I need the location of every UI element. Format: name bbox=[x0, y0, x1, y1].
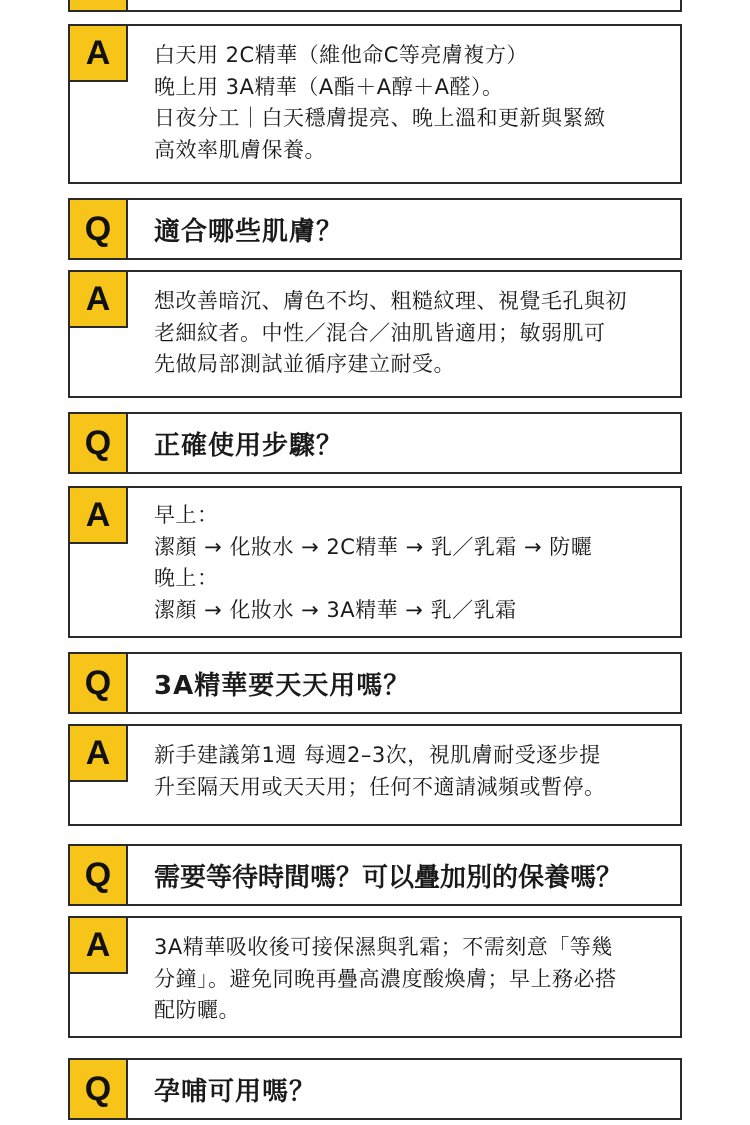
answer-line: 白天用 2C精華（維他命C等亮膚複方） bbox=[154, 43, 528, 67]
answer-text bbox=[154, 286, 666, 381]
question-text: 需要等待時間嗎？可以疊加別的保養嗎？ bbox=[154, 862, 623, 893]
question-tag: Q bbox=[68, 412, 128, 474]
previous-card-bottom bbox=[68, 0, 682, 12]
answer-line: 老細紋者。中性／混合／油肌皆適用；敏弱肌可 bbox=[154, 320, 606, 345]
answer-line: 分鐘」。避免同晚再疊高濃度酸煥膚；早上務必搭 bbox=[154, 966, 617, 991]
question-tag: Q bbox=[68, 844, 128, 906]
answer-line: 新手建議第1週 每週2–3次，視肌膚耐受逐步提 bbox=[154, 743, 601, 767]
answer-line: 高效率肌膚保養。 bbox=[154, 137, 326, 162]
answer-line: 潔顏 → 化妝水 → 3A精華 → 乳／乳霜 bbox=[154, 597, 517, 622]
answer-line: 升至隔天用或天天用；任何不適請減頻或暫停。 bbox=[154, 774, 606, 799]
answer-card-4 bbox=[68, 724, 682, 826]
question-text: 3A精華要天天用嗎？ bbox=[154, 670, 411, 701]
question-tag: Q bbox=[68, 198, 128, 260]
answer-tag: A bbox=[68, 270, 128, 328]
question-card-suitable-skin bbox=[68, 198, 682, 260]
answer-line: 潔顏 → 化妝水 → 2C精華 → 乳／乳霜 → 防曬 bbox=[154, 534, 593, 559]
question-card-usage-steps bbox=[68, 412, 682, 474]
answer-tag: A bbox=[68, 24, 128, 82]
answer-tag: A bbox=[68, 486, 128, 544]
answer-tag: A bbox=[68, 916, 128, 974]
answer-line: 先做局部測試並循序建立耐受。 bbox=[154, 352, 455, 376]
question-text: 適合哪些肌膚？ bbox=[154, 216, 344, 247]
question-card-daily-use bbox=[68, 652, 682, 714]
answer-card-3 bbox=[68, 486, 682, 638]
question-card-pregnancy bbox=[68, 1058, 682, 1120]
answer-card-1 bbox=[68, 24, 682, 184]
answer-text bbox=[154, 40, 666, 166]
question-card-wait-layering bbox=[68, 844, 682, 906]
previous-tag-stub bbox=[68, 0, 128, 12]
answer-line: 早上： bbox=[154, 503, 219, 527]
answer-line: 想改善暗沉、膚色不均、粗糙紋理、視覺毛孔與初 bbox=[154, 289, 627, 313]
question-tag: Q bbox=[68, 652, 128, 714]
answer-line: 3A精華吸收後可接保濕與乳霜；不需刻意「等幾 bbox=[154, 935, 613, 959]
answer-line: 配防曬。 bbox=[154, 998, 240, 1022]
answer-tag: A bbox=[68, 724, 128, 782]
answer-line: 晚上： bbox=[154, 566, 219, 590]
answer-text bbox=[154, 740, 666, 803]
answer-card-5 bbox=[68, 916, 682, 1038]
question-text: 孕哺可用嗎？ bbox=[154, 1076, 317, 1107]
question-tag: Q bbox=[68, 1058, 128, 1120]
answer-text bbox=[154, 932, 666, 1027]
answer-line: 日夜分工｜白天穩膚提亮、晚上溫和更新與緊緻 bbox=[154, 106, 606, 130]
answer-line: 晚上用 3A精華（A酯＋A醇＋A醛）。 bbox=[154, 74, 504, 99]
answer-card-2 bbox=[68, 270, 682, 398]
answer-text bbox=[154, 500, 666, 626]
question-text: 正確使用步驟？ bbox=[154, 430, 344, 461]
